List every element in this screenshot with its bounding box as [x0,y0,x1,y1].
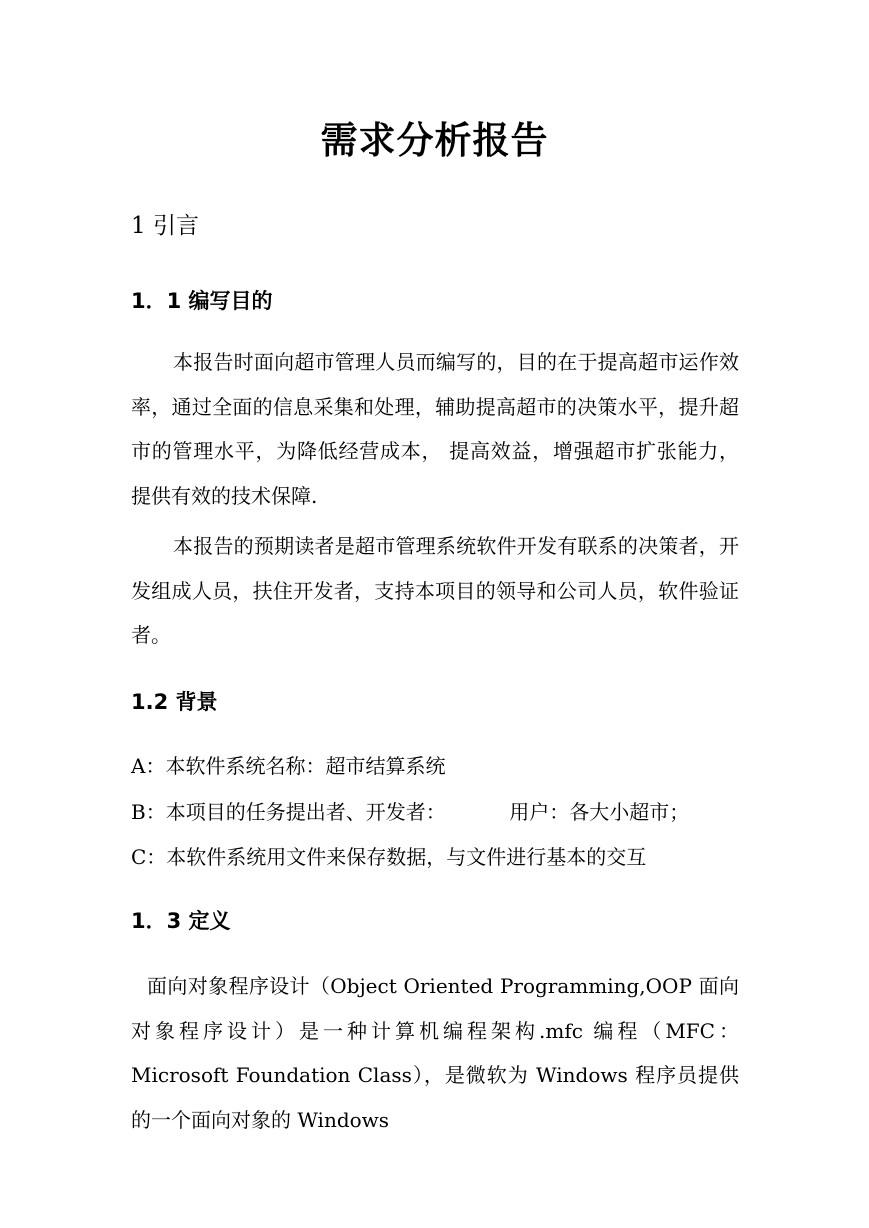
paragraph-purpose-1: 本报告时面向超市管理人员而编写的，目的在于提高超市运作效率，通过全面的信息采集和处理，辅助提高超市的决策水平，提升超市的管理水平，为降低经营成本， 提高效益，增强超市扩张能力， 提供有效的技术保障. [131,350,739,508]
background-item-b: B：本项目的任务提出者、开发者： 用户：各大小超市； [131,800,690,824]
section-heading-1-2: 1.2 背景 [131,690,218,714]
background-item-c: C：本软件系统用文件来保存数据，与文件进行基本的交互 [131,845,647,869]
paragraph-definition: 面向对象程序设计（Object Oriented Programming,OOP 面向对象程序设计）是一种计算机编程架构.mfc 编程（MFC：Microsoft Foundation Class），是微软为 Windows 程序员提供的一个面向对象的 Windows [131,974,739,1132]
paragraph-purpose-2: 本报告的预期读者是超市管理系统软件开发有联系的决策者，开发组成人员，扶住开发者，支持本项目的领导和公司人员，软件验证者。 [131,534,739,647]
section-heading-1-1: 1．1 编写目的 [131,289,273,313]
section-heading-intro: 1 引言 [131,213,199,239]
background-item-a: A：本软件系统名称：超市结算系统 [131,754,446,778]
section-heading-1-3: 1．3 定义 [131,909,231,933]
document-title: 需求分析报告 [320,118,549,162]
